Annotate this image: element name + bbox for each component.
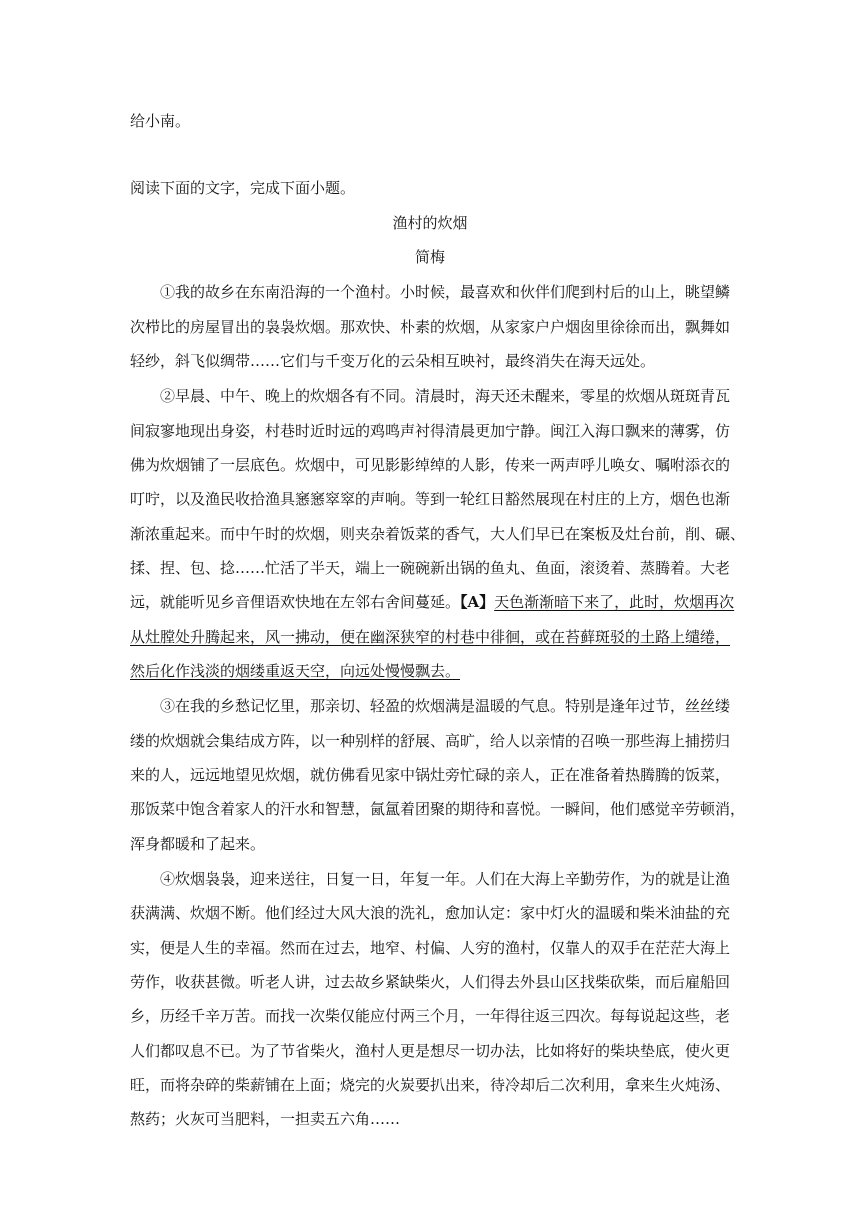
paragraph-line: 实，便是人生的幸福。然而在过去，地窄、村偏、人穷的渔村，仅靠人的双手在茫茫大海上 <box>130 939 731 957</box>
paragraph-line: 劳作，收获甚微。听老人讲，过去故乡紧缺柴火，人们得去外县山区找柴砍柴，而后雇船回 <box>130 973 731 991</box>
article-title: 渔村的炊烟 <box>392 214 468 232</box>
paragraph-line: 叮咛，以及渔民收拾渔具窸窸窣窣的声响。等到一轮红日豁然展现在村庄的上方，烟色也渐 <box>130 490 731 508</box>
annotation-marker-a: 【A】 <box>460 593 495 611</box>
underlined-passage: 然后化作浅淡的烟缕重返天空，向远处慢慢飘去。 <box>130 662 461 680</box>
paragraph-line: 渐浓重起来。而中午时的炊烟，则夹杂着饭菜的香气，大人们早已在案板及灶台前，削、碾、 <box>130 525 746 543</box>
paragraph-line: 来的人，远远地望见炊烟，就仿佛看见家中锅灶旁忙碌的亲人，正在准备着热腾腾的饭菜， <box>130 766 731 784</box>
instruction-text: 阅读下面的文字，完成下面小题。 <box>130 179 356 197</box>
paragraph-line: 乡，历经千辛万苦。而找一次柴仅能应付两三个月，一年得往返三四次。每每说起这些，老 <box>130 1007 731 1025</box>
paragraph-line: 人们都叹息不已。为了节省柴火，渔村人更是想尽一切办法，比如将好的柴块垫底，使火更 <box>130 1042 731 1060</box>
previous-text-tail: 给小南。 <box>130 112 191 130</box>
paragraph-line: 那饭菜中饱含着家人的汗水和智慧，氤氲着团聚的期待和喜悦。一瞬间，他们感觉辛劳顿消， <box>130 800 746 818</box>
paragraph-line: 间寂寥地现出身姿，村巷时近时远的鸡鸣声衬得清晨更加宁静。闽江入海口飘来的薄雾，仿 <box>130 422 731 440</box>
paragraph-line: 次栉比的房屋冒出的袅袅炊烟。那欢快、朴素的炊烟，从家家户户烟囱里徐徐而出，飘舞如 <box>130 318 731 336</box>
underlined-passage: 从灶膛处升腾起来，风一拂动，便在幽深狭窄的村巷中徘徊，或在苔藓斑驳的土路上缱绻， <box>130 628 731 646</box>
paragraph-line: 浑身都暖和了起来。 <box>130 835 266 853</box>
paragraph-line: ①我的故乡在东南沿海的一个渔村。小时候，最喜欢和伙伴们爬到村后的山上，眺望鳞 <box>160 283 731 301</box>
paragraph-line-part: 远，就能听见乡音俚语欢快地在左邻右舍间蔓延。 <box>130 593 461 611</box>
underlined-passage: 天色渐渐暗下来了，此时，炊烟再次 <box>494 593 735 611</box>
paragraph-line: ④炊烟袅袅，迎来送往，日复一日，年复一年。人们在大海上辛勤劳作，为的就是让渔 <box>160 870 731 888</box>
paragraph-line: 佛为炊烟铺了一层底色。炊烟中，可见影影绰绰的人影，传来一两声呼儿唤女、嘱咐添衣的 <box>130 456 731 474</box>
paragraph-line: 轻纱，斜飞似绸带……它们与千变万化的云朵相互映衬，最终消失在海天远处。 <box>130 352 656 370</box>
paragraph-line: 旺，而将杂碎的柴薪铺在上面；烧完的火炭要扒出来，待冷却后二次利用，拿来生火炖汤、 <box>130 1076 731 1094</box>
paragraph-line: 获满满、炊烟不断。他们经过大风大浪的洗礼，愈加认定：家中灯火的温暖和柴米油盐的充 <box>130 904 731 922</box>
paragraph-line: 缕的炊烟就会集结成方阵，以一种别样的舒展、高旷，给人以亲情的召唤一那些海上捕捞归 <box>130 732 731 750</box>
paragraph-line: 熬药；火灰可当肥料，一担卖五六角…… <box>130 1110 401 1128</box>
paragraph-line: ②早晨、中午、晚上的炊烟各有不同。清晨时，海天还未醒来，零星的炊烟从斑斑青瓦 <box>160 387 731 405</box>
paragraph-line: ③在我的乡愁记忆里，那亲切、轻盈的炊烟满是温暖的气息。特别是逢年过节，丝丝缕 <box>160 697 731 715</box>
article-author: 简梅 <box>414 248 445 266</box>
paragraph-line-with-marker <box>130 592 735 612</box>
paragraph-line: 揉、捏、包、捻……忙活了半天，端上一碗碗新出锅的鱼丸、鱼面，滚烫着、蒸腾着。大老 <box>130 559 731 577</box>
